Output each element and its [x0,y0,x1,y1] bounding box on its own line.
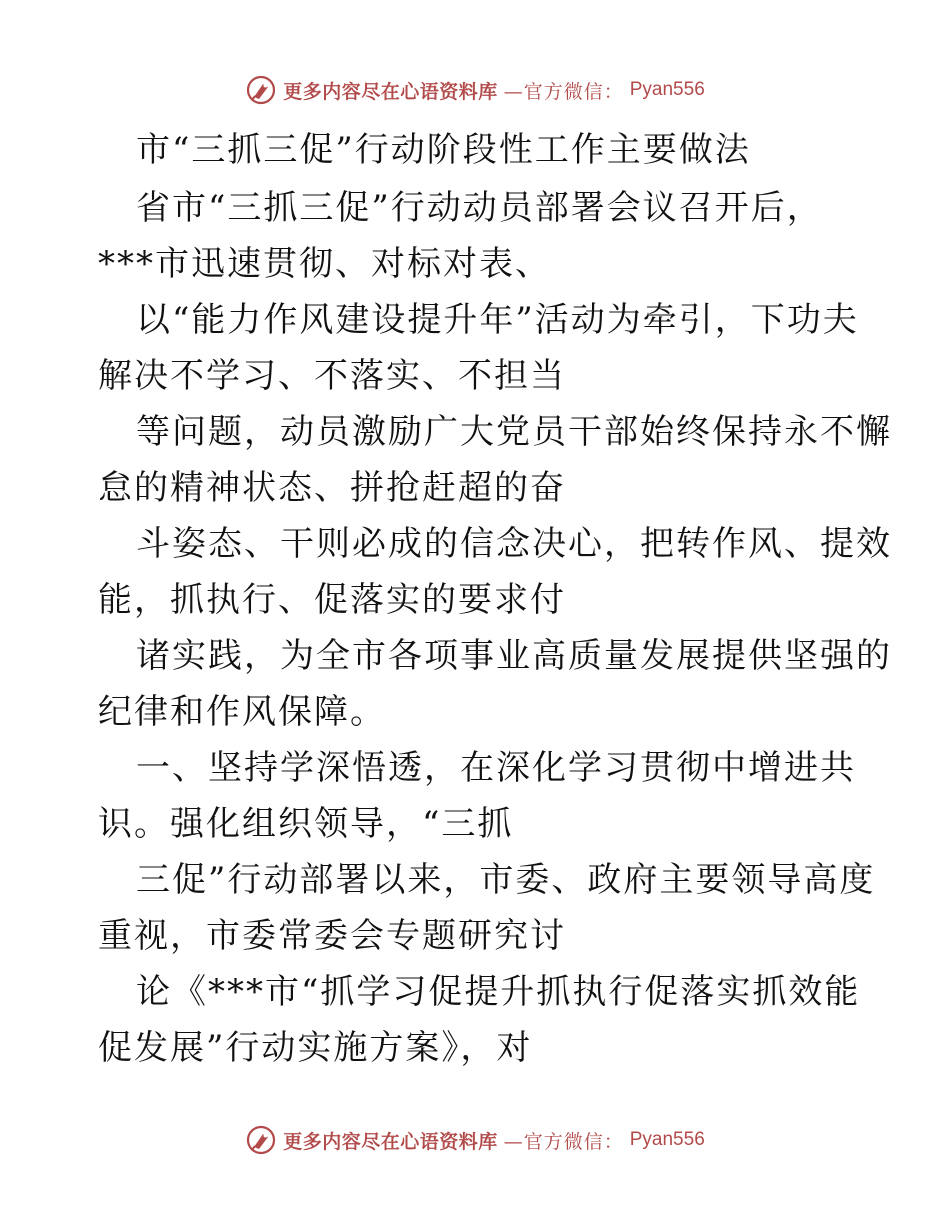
watermark-wechat-id: Pyan556 [629,1129,705,1150]
paragraph-line: 促发展”行动实施方案》，对 [98,1028,533,1068]
pen-nib-logo-icon [245,74,277,106]
header-watermark [0,72,950,108]
paragraph-line: 斗姿态、干则必成的信念决心，把转作风、提效 [136,524,892,564]
paragraph-line: ***市迅速贯彻、对标对表、 [98,244,551,284]
paragraph-line: 怠的精神状态、拼抢赶超的奋 [98,468,566,508]
paragraph-line: 识。强化组织领导，“三抓 [98,804,514,844]
paragraph-line: 等问题，动员激励广大党员干部始终保持永不懈 [136,412,892,452]
watermark-site-name: 更多内容尽在心语资料库 [283,80,498,103]
pen-nib-logo-icon [245,1124,277,1156]
watermark-wechat-id: Pyan556 [629,79,705,100]
paragraph-line: 论《***市“抓学习促提升抓执行促落实抓效能 [136,972,861,1012]
paragraph-line: 能，抓执行、促落实的要求付 [98,580,566,620]
footer-watermark [0,1122,950,1158]
paragraph-line: 纪律和作风保障。 [98,692,386,732]
paragraph-line: 诸实践，为全市各项事业高质量发展提供坚强的 [136,636,892,676]
watermark-wechat-label: —官方微信： [503,80,624,103]
watermark-wechat-label: —官方微信： [503,1130,624,1153]
section-heading-line: 一、坚持学深悟透，在深化学习贯彻中增进共 [136,748,856,788]
document-body [98,122,892,1076]
paragraph-line: 以“能力作风建设提升年”活动为牵引，下功夫 [136,300,859,340]
paragraph-line: 三促”行动部署以来，市委、政府主要领导高度 [136,860,876,900]
paragraph-line: 重视，市委常委会专题研究讨 [98,916,566,956]
paragraph-line: 省市“三抓三促”行动动员部署会议召开后， [136,188,823,228]
paragraph-line: 解决不学习、不落实、不担当 [98,356,566,396]
watermark-site-name: 更多内容尽在心语资料库 [283,1130,498,1153]
document-title: 市“三抓三促”行动阶段性工作主要做法 [136,130,751,170]
